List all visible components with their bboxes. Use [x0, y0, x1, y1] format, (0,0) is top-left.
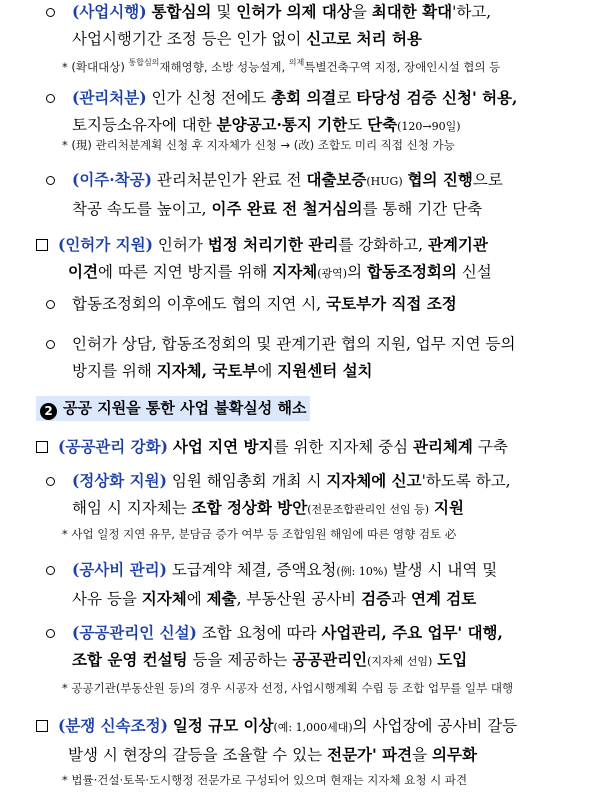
circle-bullet-icon: [46, 566, 55, 575]
square-bullet-icon: [36, 441, 48, 453]
bullet-item-public-manager: (공공관리인 신설) 조합 요청에 따라 사업관리, 주요 업무' 대행, 조합 운영 컨설팅 등을 제공하는 공공관리인(지자체 선임) 도입: [46, 621, 477, 674]
circle-bullet-icon: [46, 94, 55, 103]
square-bullet-icon: [36, 239, 48, 251]
item-tag: (사업시행): [72, 2, 147, 21]
bullet-item-support-center: 인허가 상담, 합동조정회의 및 관계기관 협의 지원, 업무 지연 등의 방지를 위해 지자체, 국토부에 지원센터 설치: [46, 332, 490, 383]
square-item-dispute-mediation: (분쟁 신속조정) 일정 규모 이상(예: 1,000세대)의 사업장에 공사비 갈등 발생 시 현장의 갈등을 조율할 수 있는 전문가' 파견을 의무화: [36, 714, 495, 767]
footnote: * (現) 관리처분계획 신청 후 지자체가 신청 → (改) 조합도 미리 직접 신청 가능: [62, 138, 455, 152]
circle-bullet-icon: [46, 300, 55, 309]
square-item-public-management: (공공관리 강화) 사업 지연 방지를 위한 지자체 중심 관리체계 구축: [36, 435, 486, 459]
bullet-item-project-implementation: (사업시행) 통합심의 및 인허가 의제 대상을 최대한 확대'하고, 사업시행기간 조정 등은 인가 없이 신고로 처리 허용: [46, 0, 465, 51]
footnote: * 공공기관(부동산원 등)의 경우 시공자 선정, 사업시행계획 수립 등 조합 업무를 일부 대행: [62, 681, 514, 695]
footnote: * (확대대상) $^{통합심의}$재해영향, 소방 성능설계, $^{의제}$특별건축구역 지정, 장애인시설 협의 등: [62, 58, 501, 74]
footnote: * 법률·건설·토목·도시행정 전문가로 구성되어 있으며 현재는 지자체 요청 시 파견: [62, 773, 468, 787]
circle-bullet-icon: [46, 477, 55, 486]
square-item-permit-support: (인허가 지원) 인허가 법정 처리기한 관리를 강화하고, 관계기관 이견에 따른 지연 방지를 위해 지자체(광역)의 합동조정회의 신설: [36, 233, 466, 286]
section-title: 공공 지원을 통한 사업 불확실성 해소: [63, 399, 307, 417]
bullet-item-direct-coordination: 합동조정회의 이후에도 협의 지연 시, 국토부가 직접 조정: [46, 292, 431, 316]
circle-bullet-icon: [46, 629, 55, 638]
circle-bullet-icon: [46, 340, 55, 349]
square-bullet-icon: [36, 720, 48, 732]
bullet-item-normalization-support: (정상화 지원) 임원 해임총회 개최 시 지자체에 신고'하도록 하고, 해임 시 지자체는 조합 정상화 방안(전문조합관리인 선임 등) 지원: [46, 469, 485, 522]
bullet-item-construction-cost: (공사비 관리) 도급계약 체결, 증액요청(例: 10%) 발생 시 내역 및 사유 등을 지자체에 제출, 부동산원 공사비 검증과 연계 검토: [46, 558, 471, 611]
bullet-item-relocation-construction: (이주·착공) 관리처분인가 완료 전 대출보증(HUG) 협의 진행으로 착공 속도를 높이고, 이주 완료 전 철거심의를 통해 기간 단축: [46, 168, 477, 221]
section-number-icon: 2: [40, 403, 57, 420]
footnote: * 사업 일정 지연 유무, 분담금 증가 여부 등 조합임원 해임에 따른 영향 검토 必: [62, 527, 457, 541]
circle-bullet-icon: [46, 8, 55, 17]
circle-bullet-icon: [46, 176, 55, 185]
bullet-item-management-disposition: (관리처분) 인가 신청 전에도 총회 의결로 타당성 검증 신청' 허용, 토지등소유자에 대한 분양공고·통지 기한도 단축(120→90일): [46, 86, 491, 139]
section-heading: [36, 396, 310, 421]
